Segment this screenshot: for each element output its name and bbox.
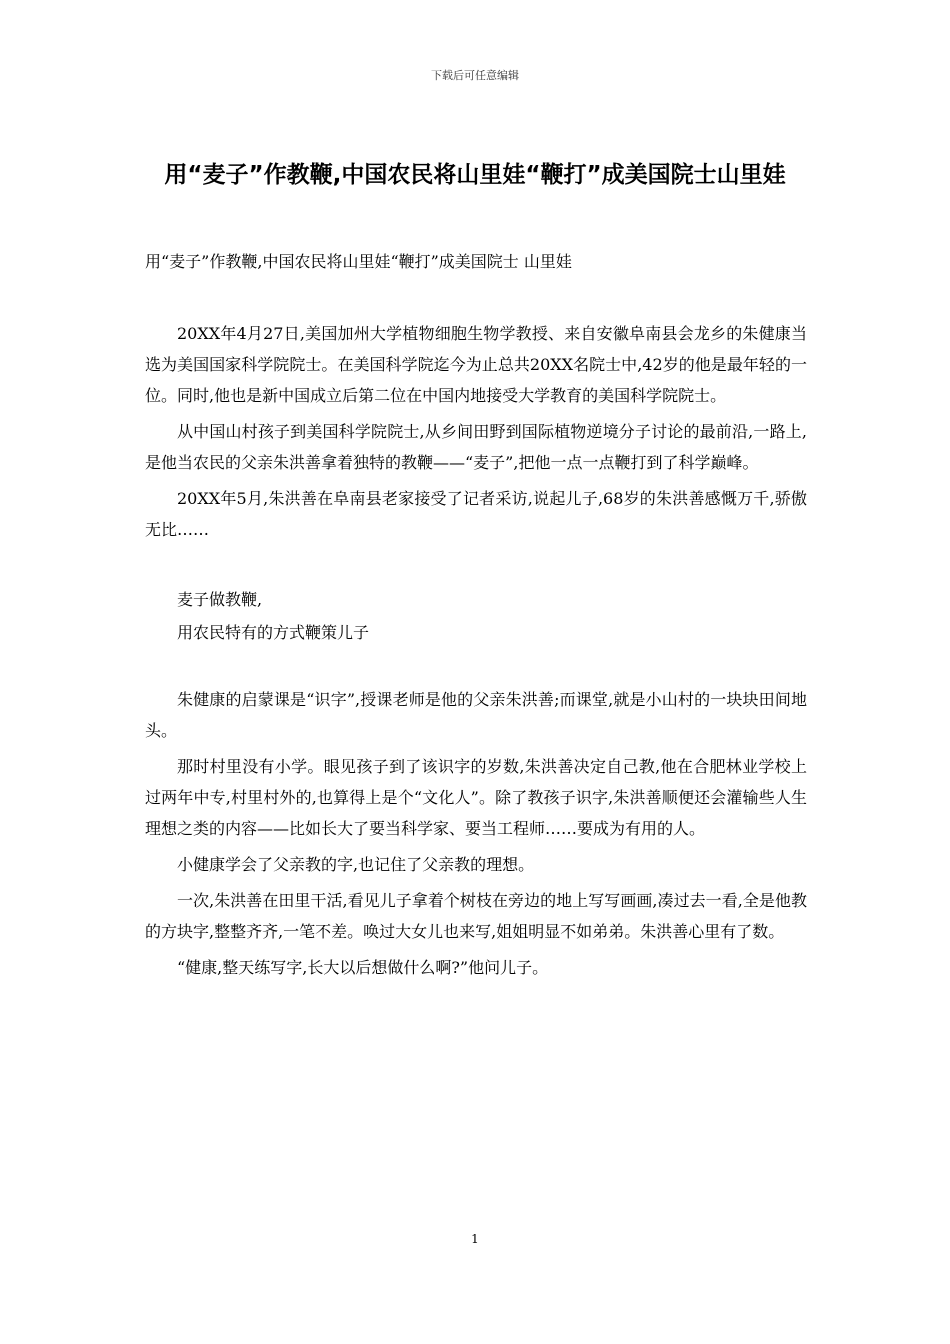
page-number: 1 <box>471 1232 479 1246</box>
section-heading-line: 麦子做教鞭, <box>177 590 263 609</box>
paragraph: “健康,整天练写字,长大以后想做什么啊?”他问儿子。 <box>177 958 549 977</box>
section-heading-line: 用农民特有的方式鞭策儿子 <box>177 623 370 642</box>
paragraph: 那时村里没有小学。眼见孩子到了该识字的岁数,朱洪善决定自己教,他在合肥林业学校上过两年中专,村里村外的,也算得上是个“文化人”。除了教孩子识字,朱洪善顺便还会灌输些人生理想之类的内容——比如长大了要当科学家、要当工程师……要成为有用的人。 <box>145 757 807 838</box>
paragraph: 20XX年5月,朱洪善在阜南县老家接受了记者采访,说起儿子,68岁的朱洪善感慨万千,骄傲无比…… <box>145 489 807 539</box>
paragraph: 朱健康的启蒙课是“识字”,授课老师是他的父亲朱洪善;而课堂,就是小山村的一块块田间地头。 <box>145 690 807 740</box>
document-title: 用“麦子”作教鞭,中国农民将山里娃“鞭打”成美国院士山里娃 <box>164 162 786 188</box>
paragraph: 从中国山村孩子到美国科学院院士,从乡间田野到国际植物逆境分子讨论的最前沿,一路上,是他当农民的父亲朱洪善拿着独特的教鞭——“麦子”,把他一点一点鞭打到了科学巅峰。 <box>145 422 807 472</box>
section-gap <box>145 550 807 584</box>
paragraph: 20XX年4月27日,美国加州大学植物细胞生物学教授、来自安徽阜南县会龙乡的朱健康当选为美国国家科学院院士。在美国科学院迄今为止总共20XX名院士中,42岁的他是最年轻的一位。同时,他也是新中国成立后第二位在中国内地接受大学教育的美国科学院院士。 <box>145 324 807 405</box>
paragraph: 一次,朱洪善在田里干活,看见儿子拿着个树枝在旁边的地上写写画画,凑过去一看,全是他教的方块字,整整齐齐,一笔不差。唤过大女儿也来写,姐姐明显不如弟弟。朱洪善心里有了数。 <box>145 891 807 941</box>
document-body <box>145 318 807 988</box>
paragraph: 小健康学会了父亲教的字,也记住了父亲教的理想。 <box>177 855 535 874</box>
section-gap <box>145 650 807 684</box>
document-subtitle: 用“麦子”作教鞭,中国农民将山里娃“鞭打”成美国院士 山里娃 <box>145 252 572 271</box>
page-header: 下载后可任意编辑 <box>431 69 519 82</box>
